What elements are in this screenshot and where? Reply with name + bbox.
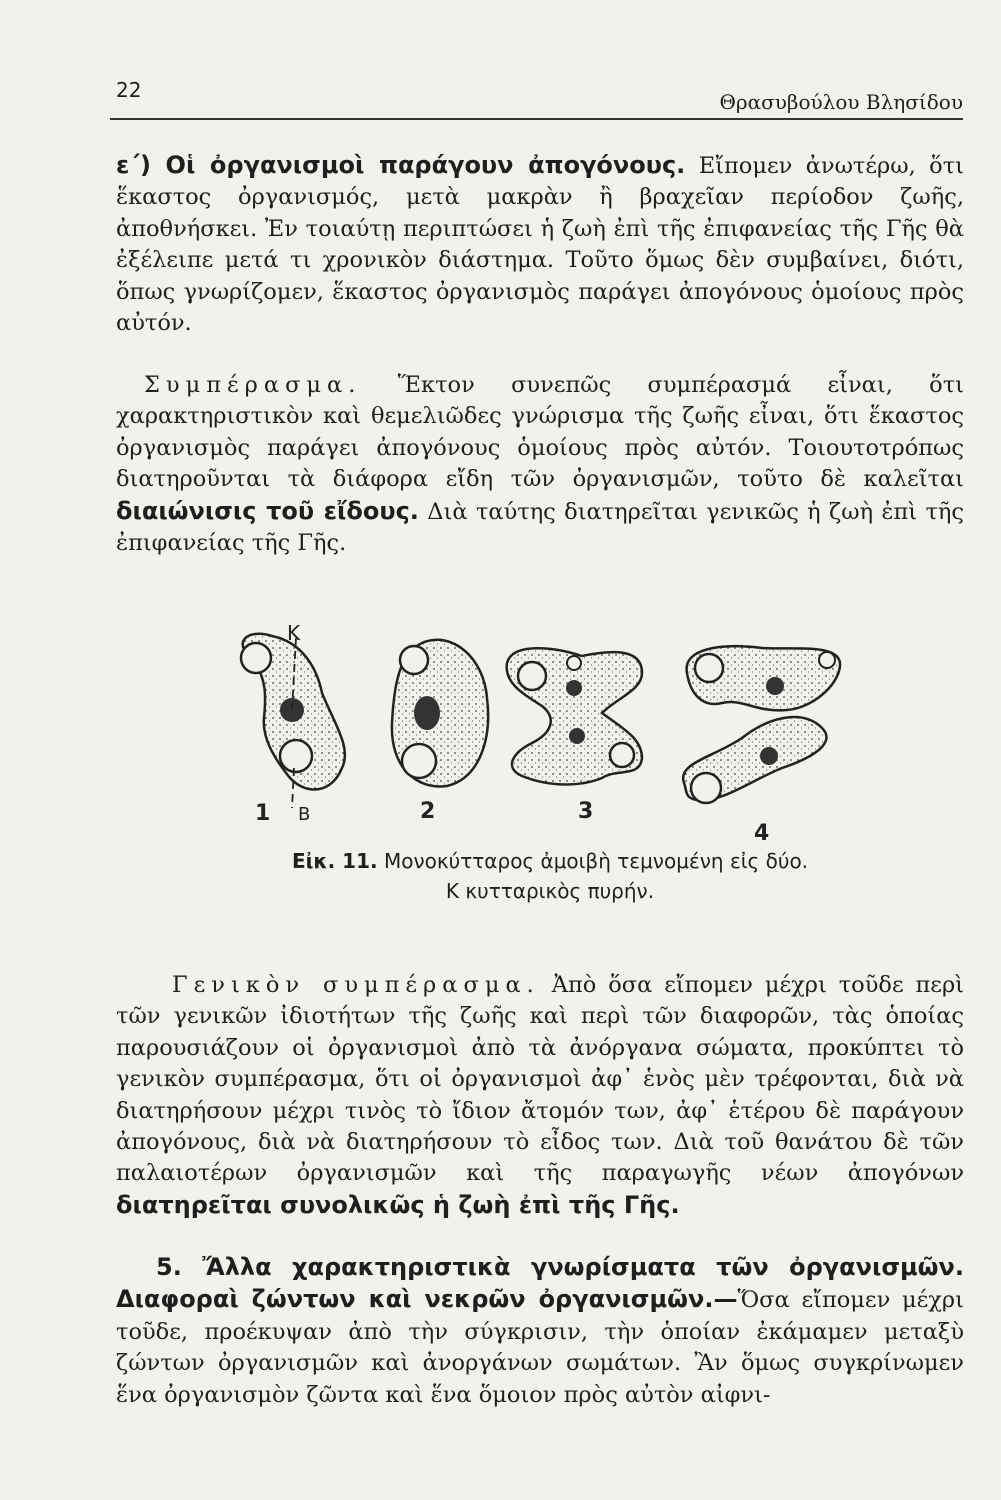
caption-line-1: Μονοκύτταρος ἀμοιβὴ τεμνομένη εἰς δύο.	[383, 849, 809, 873]
page-number: 22	[116, 78, 142, 102]
section-e-heading: ε΄) Οἱ ὀργανισμοὶ παράγουν ἀπογόνους.	[116, 151, 686, 179]
label-3: 3	[578, 799, 594, 824]
caption-line-2: Κ κυτταρικὸς πυρήν.	[445, 879, 655, 903]
general-conclusion-bold: διατηρεῖται συνολικῶς ἡ ζωὴ ἐπὶ τῆς Γῆς.	[116, 1190, 680, 1219]
label-1: 1	[255, 801, 271, 826]
amoeba-cell-2	[392, 640, 488, 787]
section-e-text: Εἴπομεν ἀνωτέρω, ὅτι ἕκαστος ὀργανισμός, μετὰ μακρὰν ἢ βραχεῖαν περίοδον ζωῆς, ἀποθνήσκει. Ἐν τοιαύτῃ περιπτώσει ἡ ζωὴ ἐπὶ τῆς ἐπιφανείας τῆς Γῆς θὰ ἐξέλειπε μετά τι χρονικὸν διάστημα. Τοῦτο ὅμως δὲν συμβαίνει, διότι, ὅπως γνωρίζομεν, ἕκαστος ὀργανισμὸς παράγει ἀπογόνους ὁμοίους πρὸς αὐτόν.	[116, 153, 964, 337]
general-conclusion-text: Ἀπὸ ὅσα εἴπομεν μέχρι τοῦδε περὶ τῶν γενικῶν ἰδιοτήτων τῆς ζωῆς καὶ περὶ τῶν διαφορῶν, τὰς ὁποίας παρουσιάζουν οἱ ὀργανισμοὶ ἀπὸ τὰ ἀνόργανα σώματα, προκύπτει τὸ γενικὸν συμπέρασμα, ὅτι οἱ ὀργανισμοὶ ἀφ᾽ ἑνὸς μὲν τρέφονται, διὰ νὰ διατηρήσουν μέχρι τινὸς τὸ ἴδιον ἄτομόν των, ἀφ᾽ ἑτέρου δὲ παράγουν ἀπογόνους, διὰ νὰ διατηρήσουν τὸ εἶδος των. Διὰ τοῦ θανάτου δὲ τῶν παλαιοτέρων ὀργανισμῶν καὶ τῆς παραγωγῆς νέων ἀπογόνων	[116, 972, 965, 1187]
figure-caption	[200, 846, 900, 906]
page-header	[110, 78, 963, 120]
amoeba-cell-4b	[683, 717, 826, 803]
section-e-paragraph	[116, 150, 964, 339]
amoeba-figure	[222, 618, 862, 858]
amoeba-cell-4a	[687, 646, 840, 710]
label-b: Β	[298, 804, 311, 825]
section-5-paragraph	[116, 1252, 964, 1411]
general-conclusion-paragraph	[116, 970, 964, 1222]
conclusion-bold: διαιώνισις τοῦ εἴδους.	[116, 496, 419, 525]
conclusion-text-b: Διὰ ταύτης διατηρεῖται γενικῶς ἡ ζωὴ ἐπὶ τῆς ἐπιφανείας τῆς Γῆς.	[116, 498, 965, 557]
conclusion-text-a: Ἕκτον συνεπῶς συμπέρασμά εἶναι, ὅτι χαρακτηριστικὸν καὶ θεμελιῶδες γνώρισμα τῆς ζωῆς εἶναι, ὅτι ἕκαστος ὀργανισμὸς παράγει ἀπογόνους ὁμοίους πρὸς αὐτόν. Τοιουτοτρόπως διατηροῦνται τὰ διάφορα εἴδη τῶν ὀργανισμῶν, τοῦτο δὲ καλεῖται	[116, 372, 964, 493]
label-4: 4	[754, 821, 770, 846]
label-2: 2	[420, 799, 436, 824]
amoeba-cell-1	[241, 634, 345, 808]
section-5-heading: 5. Ἄλλα χαρακτηριστικὰ γνωρίσματα τῶν ὀργανισμῶν. Διαφοραὶ ζώντων καὶ νεκρῶν ὀργανισμῶν.—	[116, 1253, 964, 1314]
section-5-text: Ὅσα εἴπομεν μέχρι τοῦδε, προέκυψαν ἀπὸ τὴν σύγκρισιν, τὴν ὁποίαν ἐκάμαμεν μεταξὺ ζώντων ὀργανισμῶν καὶ ἀνοργάνων σωμάτων. Ἂν ὅμως συγκρίνωμεν ἕνα ὀργανισμὸν ζῶντα καὶ ἕνα ὅμοιον πρὸς αὐτὸν αἰφνι-	[116, 1287, 964, 1408]
label-k: Κ	[287, 621, 301, 645]
conclusion-label: Συμπέρασμα.	[144, 372, 362, 398]
general-conclusion-label: Γενικὸν συμπέρασμα.	[172, 972, 540, 998]
amoeba-cell-3	[507, 648, 642, 784]
conclusion-paragraph	[116, 370, 964, 559]
caption-label: Εἰκ. 11.	[291, 849, 378, 873]
running-title: Θρασυβούλου Βλησίδου	[719, 90, 963, 114]
